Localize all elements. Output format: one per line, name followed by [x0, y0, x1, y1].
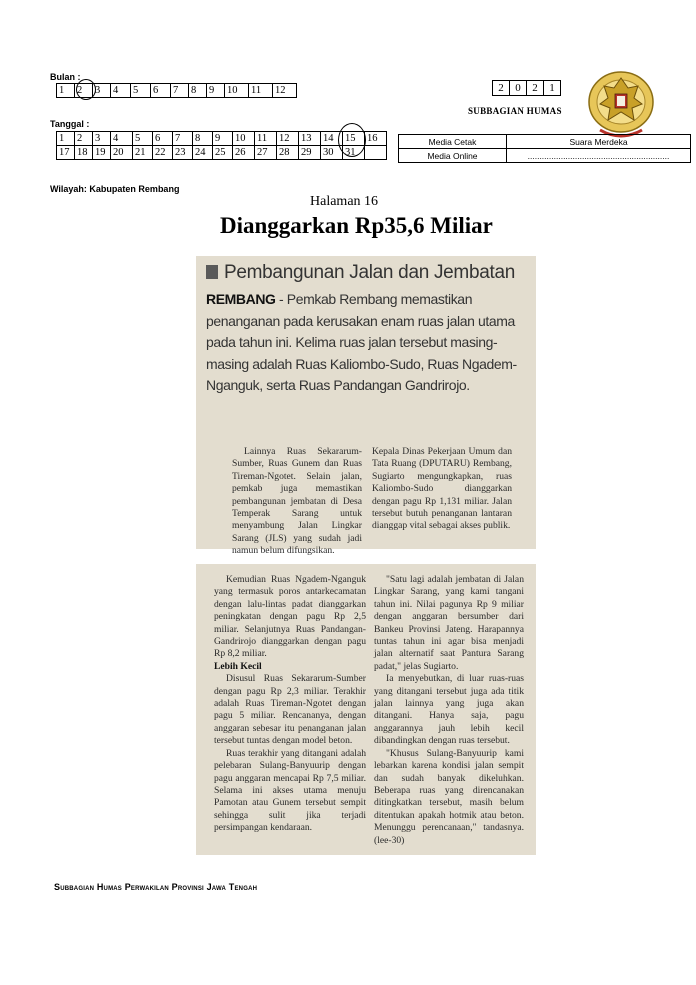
section-subheading: Lebih Kecil — [214, 660, 262, 672]
media-table — [398, 134, 691, 163]
unit-name: SUBBAGIAN HUMAS — [468, 106, 562, 116]
article-clip-bottom — [196, 564, 536, 855]
year-digit: 2 — [527, 81, 544, 96]
bulan-cell: 5 — [131, 84, 151, 98]
tanggal-cell: 6 — [153, 132, 173, 146]
tanggal-cell: 12 — [277, 132, 299, 146]
tanggal-cell: 28 — [277, 146, 299, 160]
year-digit: 2 — [493, 81, 510, 96]
article-column — [214, 574, 366, 835]
tanggal-cell: 7 — [173, 132, 193, 146]
tanggal-cell: 3 — [93, 132, 111, 146]
bulan-selected-circle — [76, 79, 96, 100]
bulan-cell: 12 — [273, 84, 297, 98]
paragraph: Kepala Dinas Pekerjaan Umum dan Tata Ruang (DPUTARU) Rembang, Sugiarto mengungkapkan, ruas Kaliombo-Sudo dianggarkan dengan pagu Rp 1,131 miliar. Jalan tersebut butuh penanganan lantaran dianggap vital sebagai akses publik. — [372, 446, 512, 532]
tanggal-cell: 4 — [111, 132, 133, 146]
tanggal-cell: 10 — [233, 132, 255, 146]
media-cetak-value: Suara Merdeka — [507, 135, 691, 149]
paragraph: Disusul Ruas Sekararum-Sumber dengan pagu Rp 2,3 miliar. Terakhir adalah Ruas Tireman-Ngotet dengan pagu 5 miliar. Rencananya, dengan anggaran sebesar itu penanganan jalan tersebut tuntas dengan model beton. — [214, 673, 366, 747]
tanggal-cell: 13 — [299, 132, 321, 146]
paragraph: Kemudian Ruas Ngadem-Nganguk yang termasuk poros antarkecamatan dengan lalu-lintas padat dianggarkan peningkatan dengan pagu Rp 2,5 miliar. Selanjutnya Ruas Pandangan-Gandrirojo dianggarkan dengan pagu Rp 8,2 miliar. — [214, 574, 366, 660]
tanggal-cell: 8 — [193, 132, 213, 146]
page-number: Halaman 16 — [310, 194, 379, 209]
tanggal-cell: 27 — [255, 146, 277, 160]
bulan-cell: 9 — [207, 84, 225, 98]
tanggal-cell: 23 — [173, 146, 193, 160]
paragraph: "Satu lagi adalah jembatan di Jalan Lingkar Sarang, yang kami tangani tahun ini. Nilai pagunya Rp 9 miliar dengan anggaran bersumber dari Bankeu Provinsi Jateng. Harapannya tuntas tahun ini agar bisa menjadi jalan alternatif saat Pantura Sarang padat," jelas Sugiarto. — [374, 574, 524, 672]
bulan-cell: 2 — [75, 84, 93, 98]
tanggal-cell: 24 — [193, 146, 213, 160]
tanggal-selected-circle — [338, 123, 366, 157]
bulan-cell: 3 — [93, 84, 111, 98]
tanggal-cell: 20 — [111, 146, 133, 160]
tanggal-cell: 14 — [321, 132, 343, 146]
lead-text: - Pemkab Rembang memastikan penanganan pada kerusakan enam ruas jalan utama pada tahun ini. Kelima ruas jalan tersebut masing-masing adalah Ruas Kaliombo-Sudo, Ruas Ngadem-Nganguk, serta Ruas Pandangan Gandrirojo. — [206, 291, 517, 393]
tanggal-cell: 11 — [255, 132, 277, 146]
tanggal-cell: 29 — [299, 146, 321, 160]
tanggal-cell: 1 — [57, 132, 75, 146]
headline: Dianggarkan Rp35,6 Miliar — [220, 213, 493, 238]
media-cetak-label: Media Cetak — [399, 135, 507, 149]
year-digit: 1 — [544, 81, 561, 96]
paragraph: Lainnya Ruas Sekararum-Sumber, Ruas Gunem dan Ruas Tireman-Ngotet. Selain jalan, pemkab juga memastikan pembangunan jembatan di Desa Temperak Sarang untuk menyambung Jalan Lingkar Sarang (JLS) yang sudah jadi namun belum difungsikan. — [232, 446, 362, 557]
article-column — [372, 446, 512, 533]
lead-paragraph — [206, 289, 528, 397]
tanggal-label: Tanggal : — [50, 119, 90, 129]
tanggal-cell: 19 — [93, 146, 111, 160]
tanggal-cell: 30 — [321, 146, 343, 160]
tanggal-cell — [365, 146, 387, 160]
bulan-cell: 4 — [111, 84, 131, 98]
sub-headline — [206, 262, 515, 284]
media-online-label: Media Online — [399, 149, 507, 163]
bulan-cell: 1 — [57, 84, 75, 98]
tanggal-cell: 2 — [75, 132, 93, 146]
tanggal-cell: 25 — [213, 146, 233, 160]
tanggal-cell: 15 — [343, 132, 365, 146]
paragraph: "Khusus Sulang-Banyuurip kami lebarkan karena kondisi jalan sempit dan sudah banyak dikeluhkan. Beberapa ruas yang direncanakan ditingkatkan tersebut, masih belum ditentukan apakah hotmik atau beton. Menunggu perencanaan," tandasnya. (lee-30) — [374, 747, 524, 846]
square-bullet-icon — [206, 265, 218, 279]
bulan-cell: 6 — [151, 84, 171, 98]
article-column — [374, 574, 524, 847]
footer: Subbagian Humas Perwakilan Provinsi Jawa Tengah — [54, 882, 258, 892]
wilayah-label: Wilayah: Kabupaten Rembang — [50, 184, 180, 194]
bulan-cell: 11 — [249, 84, 273, 98]
bulan-cell: 7 — [171, 84, 189, 98]
year-digit: 0 — [510, 81, 527, 96]
tanggal-cell: 5 — [133, 132, 153, 146]
tanggal-cell: 17 — [57, 146, 75, 160]
garuda-emblem-icon — [586, 64, 656, 144]
tanggal-cell: 9 — [213, 132, 233, 146]
year-grid — [492, 80, 561, 96]
tanggal-cell: 31 — [343, 146, 365, 160]
media-online-value: ............................................................ — [507, 149, 691, 163]
tanggal-cell: 26 — [233, 146, 255, 160]
article-column — [232, 446, 362, 558]
bulan-label: Bulan : — [50, 72, 81, 82]
bulan-cell: 8 — [189, 84, 207, 98]
paragraph: Ia menyebutkan, di luar ruas-ruas yang ditangani tersebut juga ada titik jalan lainnya yang juga akan ditangani. Hanya saja, pagu anggarannya jauh lebih kecil dibandingkan dengan ruas tersebut. — [374, 673, 524, 747]
tanggal-cell: 22 — [153, 146, 173, 160]
tanggal-cell: 16 — [365, 132, 387, 146]
paragraph: Ruas terakhir yang ditangani adalah pelebaran Sulang-Banyuurip dengan pagu anggaran mencapai Rp 7,5 miliar. Selama ini akses utama menuju Pamotan atau Gunem tersebut sempit sehingga sulit jika terjadi persimpangan kendaraan. — [214, 747, 366, 834]
bulan-cell: 10 — [225, 84, 249, 98]
lead-kicker: REMBANG — [206, 291, 276, 307]
sub-headline-text: Pembangunan Jalan dan Jembatan — [224, 262, 516, 283]
tanggal-cell: 21 — [133, 146, 153, 160]
article-clip-top — [196, 256, 536, 557]
tanggal-cell: 18 — [75, 146, 93, 160]
